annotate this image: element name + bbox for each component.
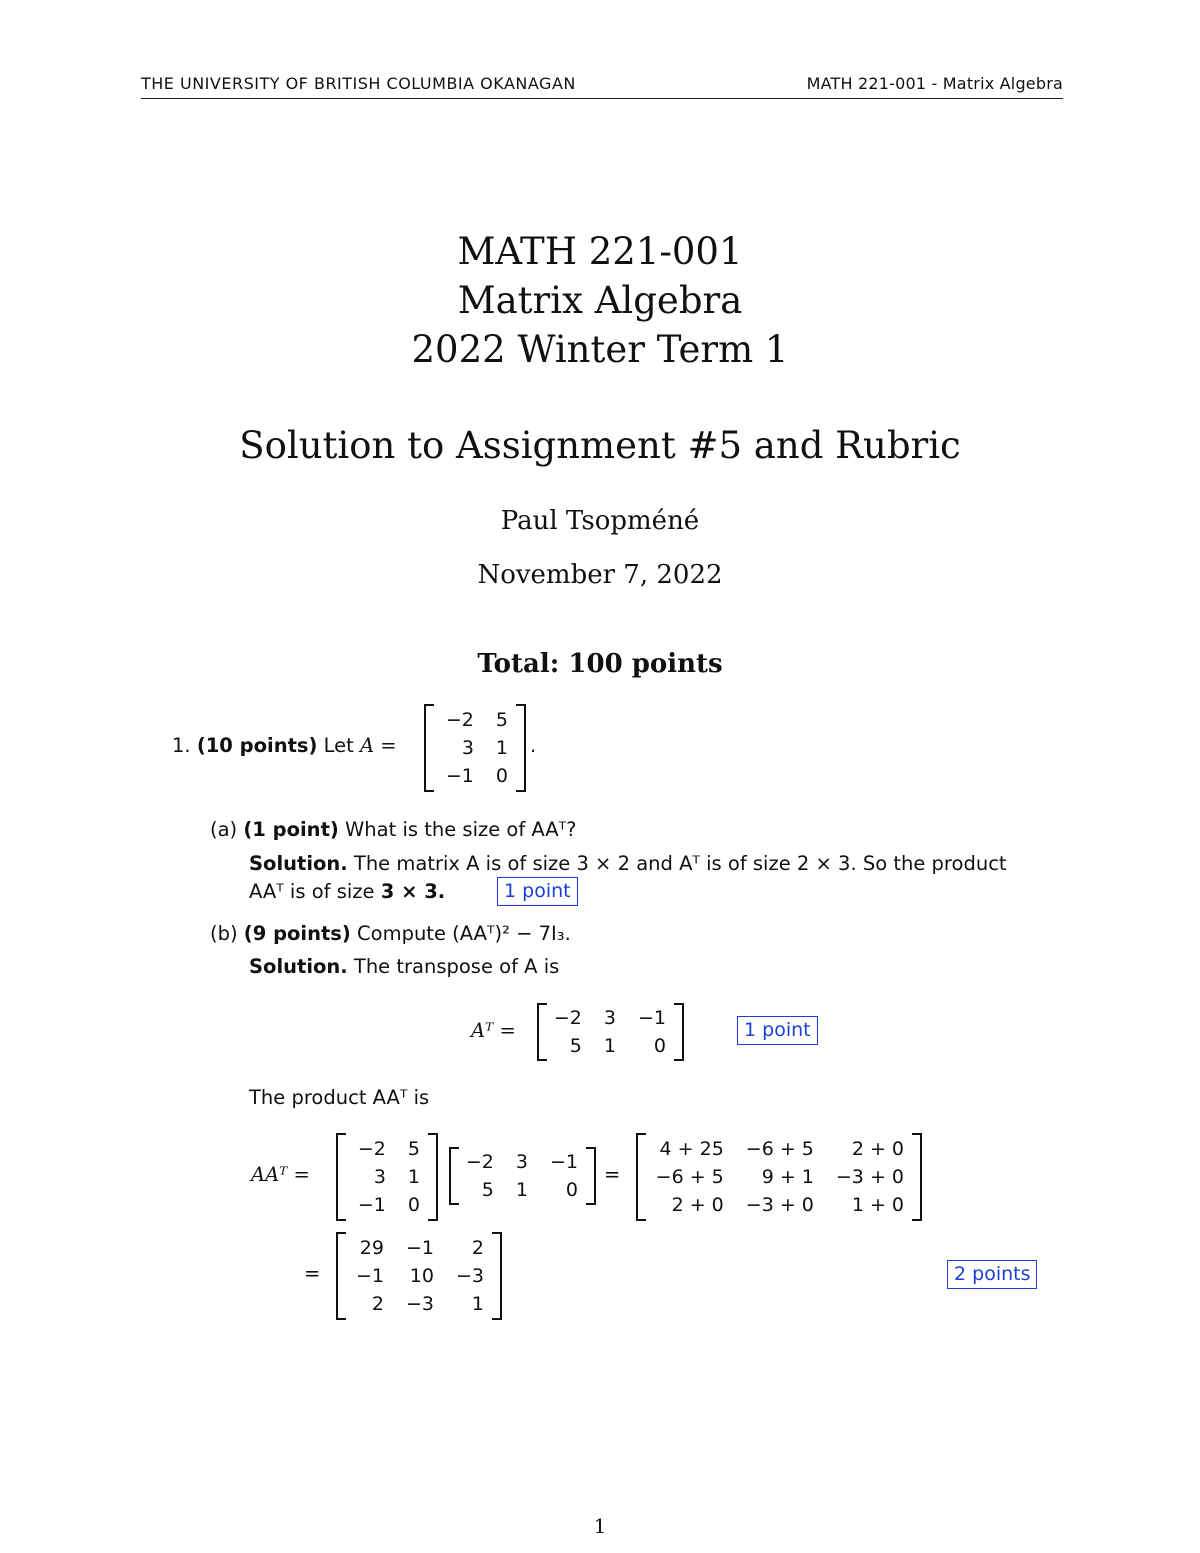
header-course: MATH 221-001 - Matrix Algebra [806, 74, 1063, 93]
term: 2022 Winter Term 1 [411, 328, 789, 371]
course-name: Matrix Algebra [457, 279, 743, 322]
qb-solution [249, 955, 559, 978]
matrix-result-cell: 10 [409, 1265, 434, 1287]
q1-points: (10 points) [196, 734, 318, 757]
matrix-result-cell: −1 [405, 1237, 434, 1259]
matrix-result-cell: 29 [359, 1237, 384, 1259]
qa-solution-text: The matrix A is of size 3 × 2 and Aᵀ is of size 2 × 3. So the product [353, 852, 1007, 875]
matrix-AT-cell: 1 [603, 1035, 616, 1057]
matrix-AT-row [554, 1032, 666, 1060]
qb-question: Compute (AAᵀ)² − 7I₃. [357, 922, 571, 945]
product-matrix-A-cell: 3 [373, 1166, 386, 1188]
qa-solution-text2: AAᵀ is of size [249, 880, 375, 903]
total-points: Total: 100 points [477, 649, 723, 679]
matrix-result-cell: 2 [471, 1237, 484, 1259]
matrix-result-row [356, 1234, 484, 1262]
matrix-A-cell: −2 [445, 709, 474, 731]
qb-statement [210, 922, 571, 945]
running-header [141, 74, 1063, 99]
matrix-A-cell: 3 [461, 737, 474, 759]
qa-question: What is the size of AAᵀ? [345, 818, 577, 841]
q1-lhs: A = [360, 734, 397, 757]
qa-solution-label: Solution. [249, 852, 348, 875]
product-matrix-AT-cell: −1 [549, 1151, 578, 1173]
author: Paul Tsopméné [500, 506, 700, 536]
matrix-result-cell: 1 [471, 1293, 484, 1315]
matrix-AT [537, 1003, 684, 1061]
equals-sign-1: = [604, 1163, 621, 1186]
product-matrix-A [336, 1133, 438, 1221]
qb-solution-label: Solution. [249, 955, 348, 978]
page-number: 1 [593, 1514, 607, 1538]
product-matrix-AT-row [466, 1148, 578, 1176]
product-matrix-AT-cell: 3 [515, 1151, 528, 1173]
matrix-A [424, 704, 526, 792]
q1-period: . [530, 734, 537, 757]
matrix-A-cell: −1 [445, 765, 474, 787]
qa-answer: 3 × 3. [380, 880, 446, 903]
matrix-A-cell: 5 [495, 709, 508, 731]
matrix-A-cell: 1 [495, 737, 508, 759]
qb-solution-text: The transpose of A is [353, 955, 560, 978]
matrix-expanded-cell: 1 + 0 [851, 1194, 904, 1216]
qa-solution-line1 [249, 852, 1007, 875]
matrix-expanded-row [656, 1135, 904, 1163]
product-matrix-A-cell: −2 [357, 1138, 386, 1160]
date: November 7, 2022 [477, 560, 723, 590]
matrix-AT-cell: 0 [653, 1035, 666, 1057]
matrix-expanded-cell: 4 + 25 [659, 1138, 724, 1160]
matrix-expanded-row [656, 1191, 904, 1219]
matrix-expanded-cell: 2 + 0 [671, 1194, 724, 1216]
qb-label: (b) [210, 922, 238, 945]
qa-statement [210, 818, 577, 841]
matrix-expanded [636, 1133, 922, 1221]
AT-lhs: Aᵀ = [471, 1019, 516, 1042]
q1-statement [172, 734, 397, 757]
product-matrix-AT-cell: 0 [565, 1179, 578, 1201]
AAT-lhs: AAᵀ = [251, 1163, 310, 1186]
matrix-AT-cell: −2 [553, 1007, 582, 1029]
product-matrix-A-cell: −1 [357, 1194, 386, 1216]
matrix-result-cell: −3 [455, 1265, 484, 1287]
qa-label: (a) [210, 818, 238, 841]
matrix-AT-row [554, 1004, 666, 1032]
product-matrix-AT-cell: 1 [515, 1179, 528, 1201]
product-matrix-A-row [358, 1163, 420, 1191]
matrix-result-cell: −1 [355, 1265, 384, 1287]
product-matrix-AT-cell: −2 [465, 1151, 494, 1173]
rubric-box-a: 1 point [497, 877, 578, 906]
product-matrix-AT [449, 1147, 596, 1205]
product-matrix-A-row [358, 1135, 420, 1163]
doc-subtitle: Solution to Assignment #5 and Rubric [239, 424, 961, 467]
header-university: THE UNIVERSITY OF BRITISH COLUMBIA OKANAGAN [141, 74, 576, 93]
matrix-AT-cell: 3 [603, 1007, 616, 1029]
matrix-expanded-row [656, 1163, 904, 1191]
q1-let: Let [323, 734, 354, 757]
matrix-result-row [356, 1290, 484, 1318]
matrix-result-row [356, 1262, 484, 1290]
matrix-A-row [446, 734, 508, 762]
equals-sign-2: = [304, 1262, 321, 1285]
matrix-expanded-cell: −3 + 0 [835, 1166, 904, 1188]
qa-solution-line2 [249, 880, 445, 903]
matrix-expanded-cell: −3 + 0 [745, 1194, 814, 1216]
product-text: The product AAᵀ is [249, 1086, 430, 1109]
qa-points: (1 point) [243, 818, 339, 841]
matrix-result-cell: −3 [405, 1293, 434, 1315]
course-code: MATH 221-001 [457, 230, 743, 273]
matrix-result [336, 1232, 502, 1320]
matrix-result-cell: 2 [371, 1293, 384, 1315]
product-matrix-A-row [358, 1191, 420, 1219]
matrix-A-row [446, 762, 508, 790]
product-matrix-AT-row [466, 1176, 578, 1204]
matrix-expanded-cell: −6 + 5 [745, 1138, 814, 1160]
qb-points: (9 points) [243, 922, 351, 945]
matrix-AT-cell: 5 [569, 1035, 582, 1057]
matrix-A-cell: 0 [495, 765, 508, 787]
rubric-box-b1: 1 point [737, 1016, 818, 1045]
product-matrix-AT-cell: 5 [481, 1179, 494, 1201]
matrix-expanded-cell: 2 + 0 [851, 1138, 904, 1160]
matrix-expanded-cell: −6 + 5 [655, 1166, 724, 1188]
rubric-box-b2: 2 points [947, 1260, 1037, 1289]
product-matrix-A-cell: 0 [407, 1194, 420, 1216]
matrix-A-row [446, 706, 508, 734]
product-matrix-A-cell: 5 [407, 1138, 420, 1160]
product-matrix-A-cell: 1 [407, 1166, 420, 1188]
matrix-expanded-cell: 9 + 1 [761, 1166, 814, 1188]
q1-number: 1. [172, 734, 191, 757]
matrix-AT-cell: −1 [637, 1007, 666, 1029]
